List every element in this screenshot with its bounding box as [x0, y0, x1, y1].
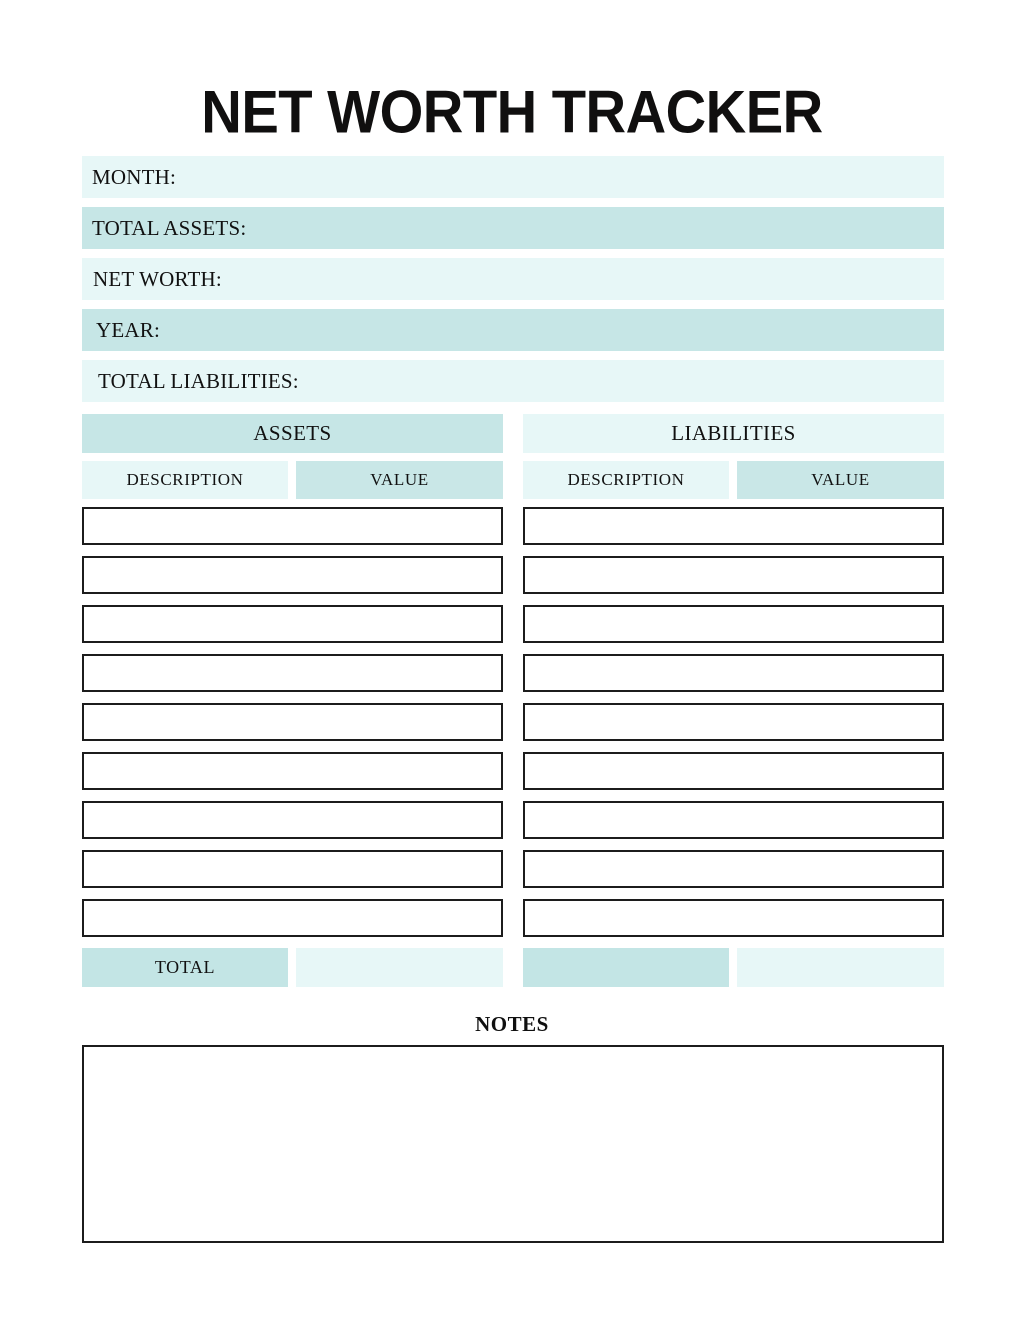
liabilities-subheader: [523, 461, 944, 499]
summary-label-month: MONTH:: [92, 164, 177, 189]
summary-label-total-liabilities: TOTAL LIABILITIES:: [98, 368, 299, 393]
assets-entry-row[interactable]: [82, 752, 503, 790]
liabilities-total-label: [523, 948, 729, 987]
liabilities-entry-row[interactable]: [523, 850, 944, 888]
notes-input-area[interactable]: [82, 1045, 944, 1243]
assets-subheader: [82, 461, 503, 499]
assets-rows: [82, 507, 503, 937]
liabilities-entry-row[interactable]: [523, 752, 944, 790]
liabilities-header-value: VALUE: [737, 461, 944, 499]
liabilities-column: [523, 414, 944, 987]
assets-entry-row[interactable]: [82, 654, 503, 692]
assets-entry-row[interactable]: [82, 556, 503, 594]
liabilities-entry-row[interactable]: [523, 703, 944, 741]
assets-entry-row[interactable]: [82, 801, 503, 839]
summary-row-total-liabilities[interactable]: [82, 360, 944, 402]
summary-label-total-assets: TOTAL ASSETS:: [92, 215, 247, 240]
summary-row-month[interactable]: [82, 156, 944, 198]
summary-row-year[interactable]: [82, 309, 944, 351]
assets-title: ASSETS: [82, 414, 503, 453]
assets-column: [82, 414, 503, 987]
assets-entry-row[interactable]: [82, 703, 503, 741]
notes-title: NOTES: [475, 1012, 549, 1036]
summary-label-net-worth: NET WORTH:: [93, 266, 222, 291]
liabilities-entry-row[interactable]: [523, 654, 944, 692]
summary-row-total-assets[interactable]: [82, 207, 944, 249]
liabilities-rows: [523, 507, 944, 937]
liabilities-entry-row[interactable]: [523, 801, 944, 839]
assets-entry-row[interactable]: [82, 899, 503, 937]
liabilities-total-row: [523, 948, 944, 987]
liabilities-header-description: DESCRIPTION: [523, 461, 729, 499]
liabilities-entry-row[interactable]: [523, 605, 944, 643]
liabilities-total-value[interactable]: [737, 948, 944, 987]
summary-label-year: YEAR:: [96, 317, 160, 342]
assets-header-description: DESCRIPTION: [82, 461, 288, 499]
page-title: NET WORTH TRACKER: [201, 79, 823, 147]
liabilities-entry-row[interactable]: [523, 507, 944, 545]
assets-entry-row[interactable]: [82, 507, 503, 545]
summary-fields: [82, 156, 944, 411]
summary-row-net-worth[interactable]: [82, 258, 944, 300]
liabilities-title: LIABILITIES: [523, 414, 944, 453]
tables-container: [82, 414, 944, 987]
assets-total-label: TOTAL: [82, 948, 288, 987]
assets-header-value: VALUE: [296, 461, 503, 499]
assets-entry-row[interactable]: [82, 605, 503, 643]
liabilities-entry-row[interactable]: [523, 899, 944, 937]
assets-total-value[interactable]: [296, 948, 503, 987]
liabilities-entry-row[interactable]: [523, 556, 944, 594]
assets-entry-row[interactable]: [82, 850, 503, 888]
assets-total-row: [82, 948, 503, 987]
